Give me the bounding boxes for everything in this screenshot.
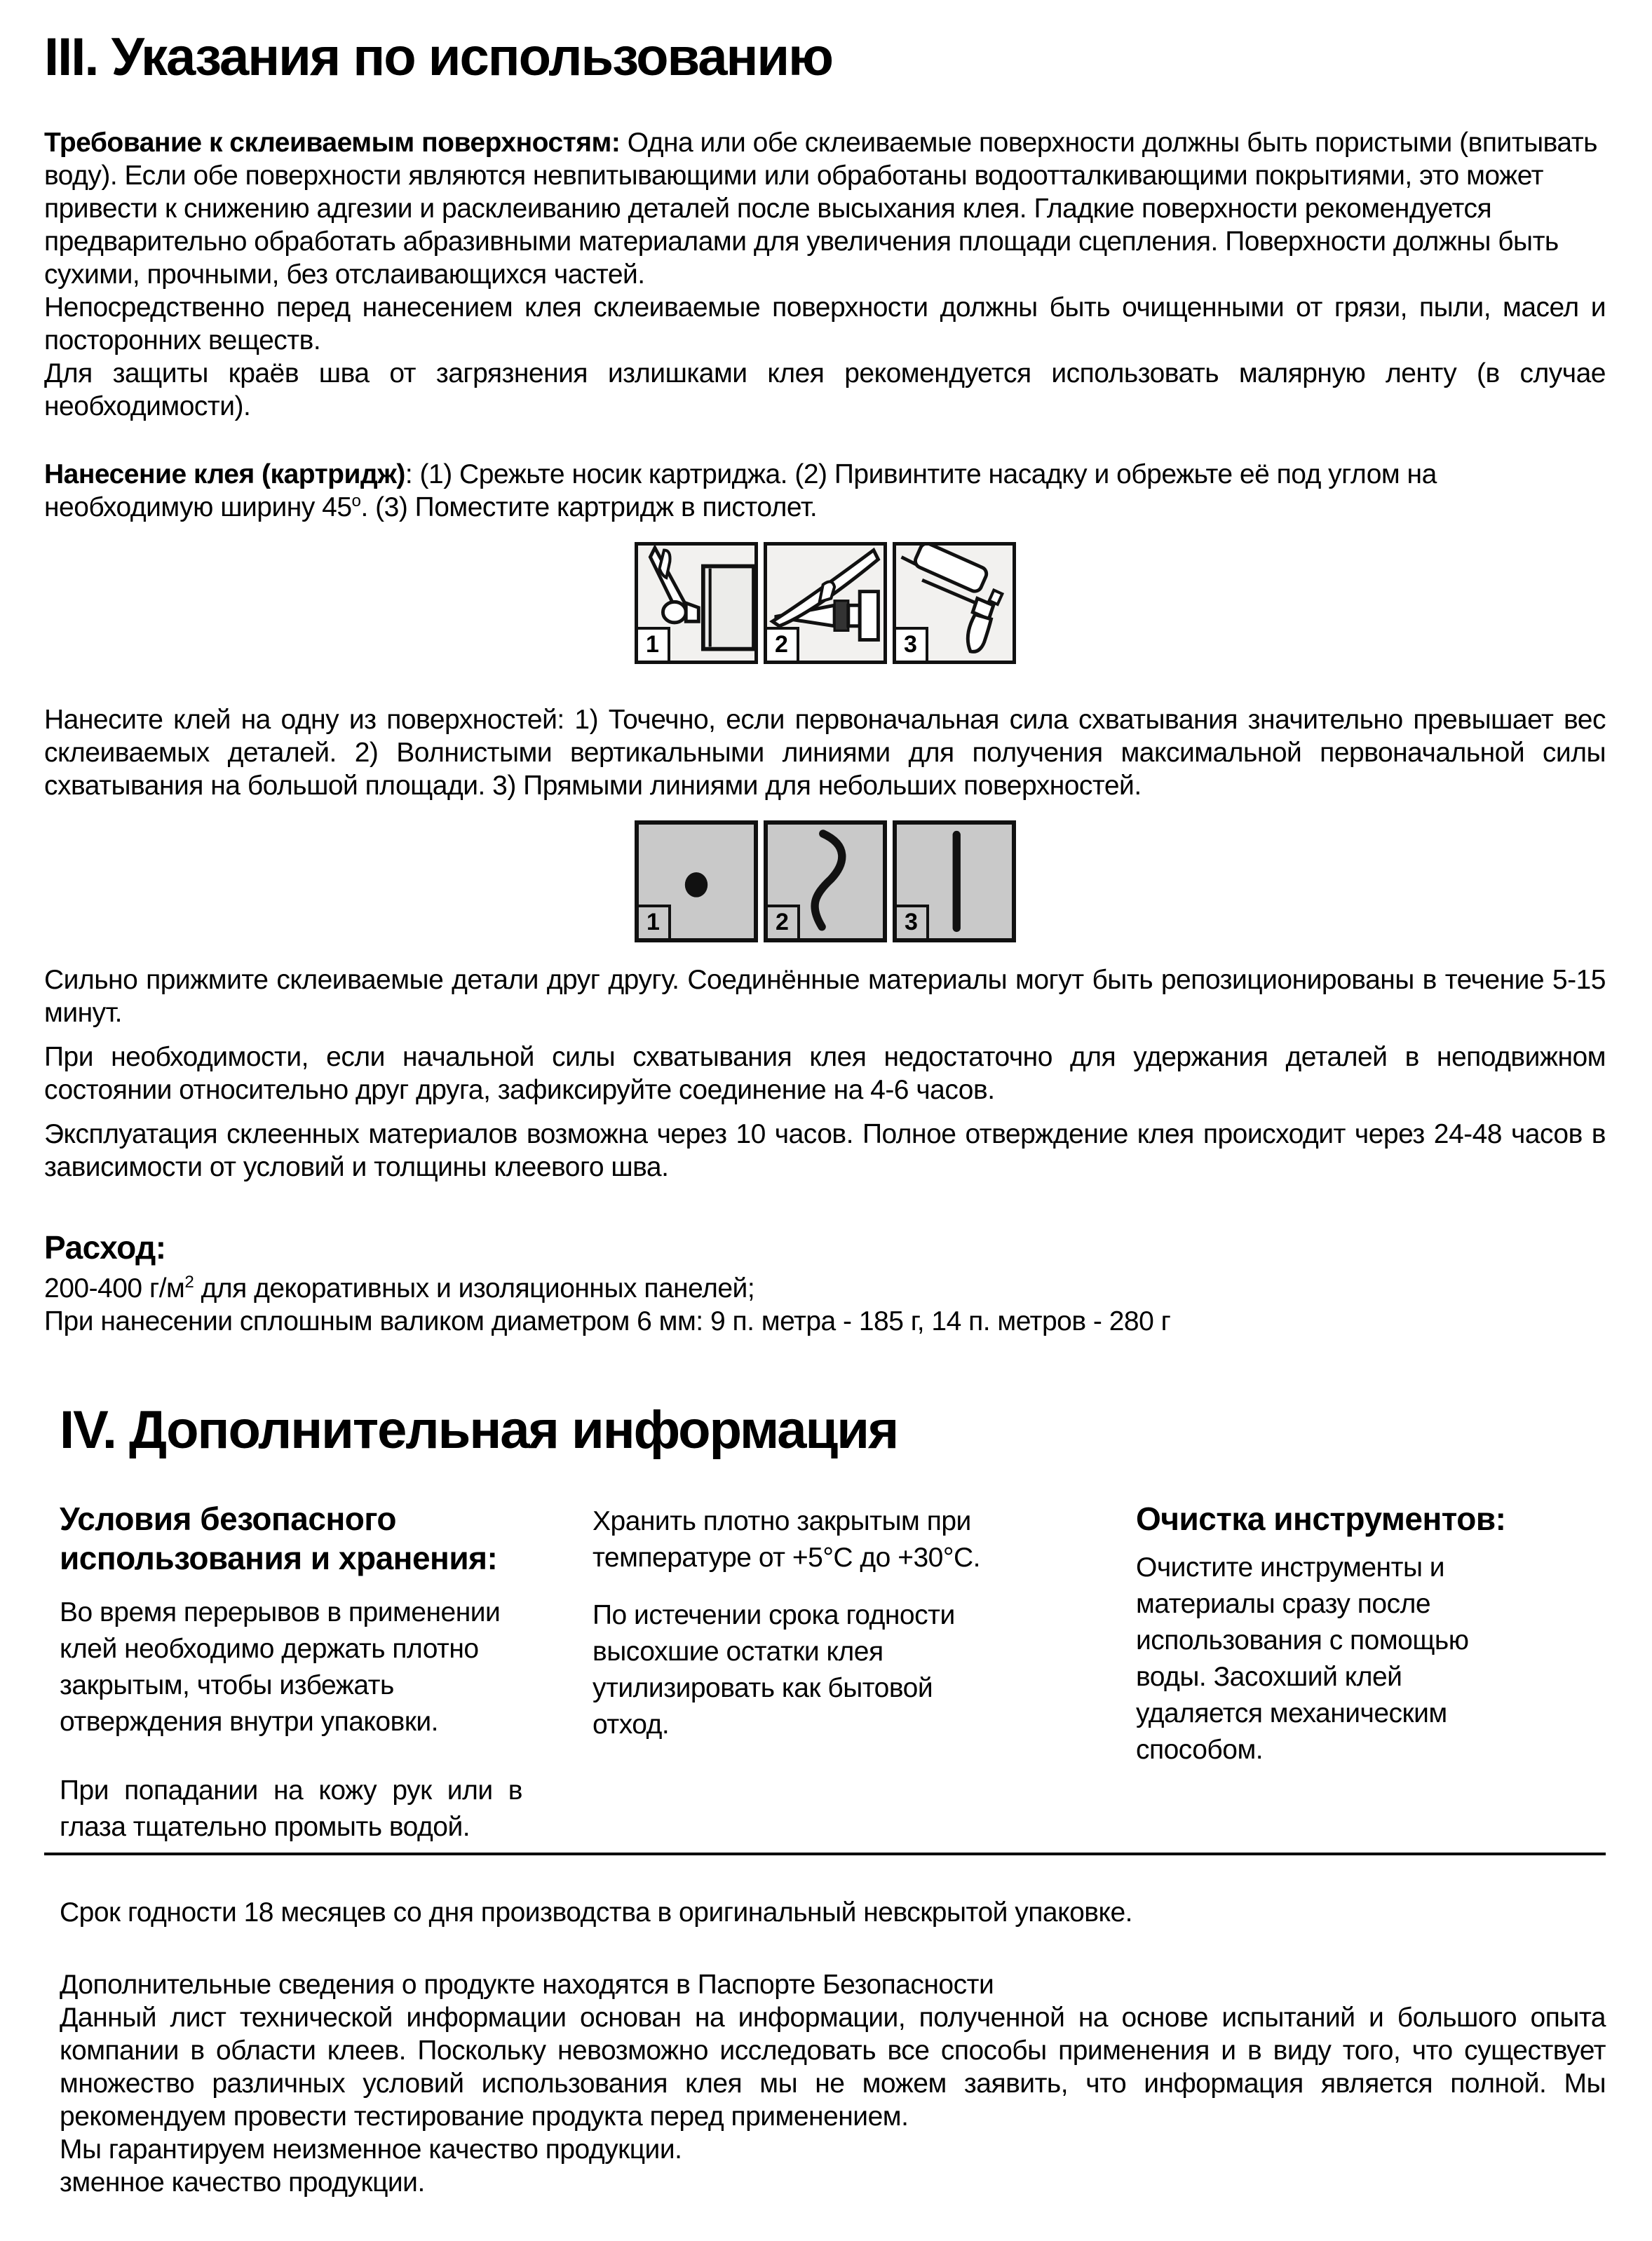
pictogram-cut-cartridge-tip xyxy=(635,542,758,664)
paragraph-application-patterns: Нанесите клей на одну из поверхностей: 1) Точечно, если первоначальная сила схватывания значительно превышает вес склеиваемых деталей. 2) Волнистыми вертикальными линиями для получения максимальной первоначальной силы схватывания на большой площади. 3) Прямыми линиями для небольших поверхностей. xyxy=(44,704,1606,801)
pictogram-cut-nozzle-45 xyxy=(764,542,887,664)
step-number-badge: 1 xyxy=(638,627,670,661)
paragraph-masking-tape: Для защиты краёв шва от загрязнения излишками клея рекомендуется использовать малярную ленту (в случае необходимости). xyxy=(44,358,1606,421)
guarantee-fragment-line: зменное качество продукции. xyxy=(60,2167,425,2198)
cartridge-application-text-1: : (1) Срежьте носик картриджа. (2) Привинтите насадку и обрежьте её под углом на необходимую ширину 45 xyxy=(44,459,1437,522)
tool-cleaning-column xyxy=(1136,1499,1529,1768)
surface-requirements-text: Одна или обе склеиваемые поверхности должны быть пористыми (впитывать воду). Если обе поверхности являются невпитывающими или обработаны водоотталкивающими покрытиями, это может привести к снижению адгезии и расклеиванию деталей после высыхания клея. Гладкие поверхности рекомендуется предварительно обработать абразивными материалами для увеличения площади сцепления. Поверхности должны быть сухими, прочными, без отслаивающихся частей. xyxy=(44,127,1597,290)
section-3-title: III. Указания по использованию xyxy=(44,27,833,87)
step-number-badge: 3 xyxy=(896,627,928,661)
paragraph-curing-time: Эксплуатация склеенных материалов возможна через 10 часов. Полное отверждение клея происходит через 24-48 часов в зависимости от условий и толщины клеевого шва. xyxy=(44,1118,1606,1182)
step-number-badge: 2 xyxy=(768,905,800,938)
square-meter-superscript: 2 xyxy=(184,1272,194,1292)
paragraph-surface-requirements xyxy=(44,126,1606,291)
cartridge-application-lead: Нанесение клея (картридж) xyxy=(44,459,405,489)
paragraph-cartridge-application xyxy=(44,458,1606,524)
storage-column xyxy=(593,1499,996,1743)
pictogram-dot-pattern xyxy=(635,820,758,942)
pictogram-wavy-line-pattern xyxy=(764,820,887,942)
paragraph-press-parts: Сильно прижмите склеиваемые детали друг другу. Соединённые материалы могут быть репозиционированы в течение 5-15 минут. xyxy=(44,964,1606,1028)
consumption-line-1-text: 200-400 г/м xyxy=(44,1273,185,1304)
tool-cleaning-heading: Очистка инструментов: xyxy=(1136,1500,1506,1537)
paragraph-clean-before-applying: Непосредственно перед нанесением клея склеиваемые поверхности должны быть очищенными от грязи, пыли, масел и посторонних веществ. xyxy=(44,292,1606,356)
cartridge-preparation-pictograms xyxy=(44,542,1606,664)
additional-info-columns xyxy=(60,1499,1606,1846)
safety-conditions-column xyxy=(60,1499,522,1846)
consumption-line-1 xyxy=(44,1272,1606,1305)
paragraph-fixation: При необходимости, если начальной силы схватывания клея недостаточно для удержания деталей в неподвижном состоянии относительно друг друга, зафиксируйте соединение на 4-6 часов. xyxy=(44,1041,1606,1105)
safety-passport-line: Дополнительные сведения о продукте находятся в Паспорте Безопасности xyxy=(60,1969,994,2000)
safety-conditions-paragraph-1: Во время перерывов в применении клей необходимо держать плотно закрытым, чтобы избежать отверждения внутри упаковки. xyxy=(60,1597,501,1737)
cartridge-application-text-2: . (3) Поместите картридж в пистолет. xyxy=(360,492,818,522)
consumption-line-1-rest: для декоративных и изоляционных панелей; xyxy=(194,1273,755,1304)
consumption-line-2: При нанесении сплошным валиком диаметром 6 мм: 9 п. метра - 185 г, 14 п. метров - 280 г xyxy=(44,1306,1171,1336)
footer-block xyxy=(60,1896,1606,2199)
safety-conditions-heading: Условия безопасного использования и хранения: xyxy=(60,1500,498,1576)
surface-requirements-lead: Требование к склеиваемым поверхностям: xyxy=(44,127,621,158)
pictogram-cartridge-gun xyxy=(893,542,1016,664)
shelf-life-line: Срок годности 18 месяцев со дня производства в оригинальный невскрытой упаковке. xyxy=(60,1897,1132,1928)
step-number-badge: 1 xyxy=(639,905,671,938)
guarantee-line: Мы гарантируем неизменное качество продукции. xyxy=(60,2134,682,2165)
degree-superscript: о xyxy=(351,491,361,510)
storage-paragraph-1: Хранить плотно закрытым при температуре от +5°С до +30°С. xyxy=(593,1505,980,1573)
section-4-title: IV. Дополнительная информация xyxy=(60,1400,898,1460)
consumption-heading: Расход: xyxy=(44,1228,166,1266)
step-number-badge: 3 xyxy=(897,905,929,938)
safety-conditions-paragraph-2: При попадании на кожу рук или в глаза тщательно промыть водой. xyxy=(60,1775,522,1842)
step-number-badge: 2 xyxy=(767,627,799,661)
section-divider xyxy=(44,1853,1606,1855)
pictogram-straight-line-pattern xyxy=(893,820,1016,942)
tool-cleaning-paragraph: Очистите инструменты и материалы сразу после использования с помощью воды. Засохший клей удаляется механическим способом. xyxy=(1136,1552,1469,1765)
storage-paragraph-2: По истечении срока годности высохшие остатки клея утилизировать как бытовой отход. xyxy=(593,1599,955,1740)
glue-pattern-pictograms xyxy=(44,820,1606,942)
disclaimer-paragraph: Данный лист технической информации основан на информации, полученной на основе испытаний и большого опыта компании в области клеев. Поскольку невозможно исследовать все способы применения и в виду того, что существует множество различных условий использования клея мы не можем заявить, что информация является полной. Мы рекомендуем провести тестирование продукта перед применением. xyxy=(60,2002,1606,2132)
